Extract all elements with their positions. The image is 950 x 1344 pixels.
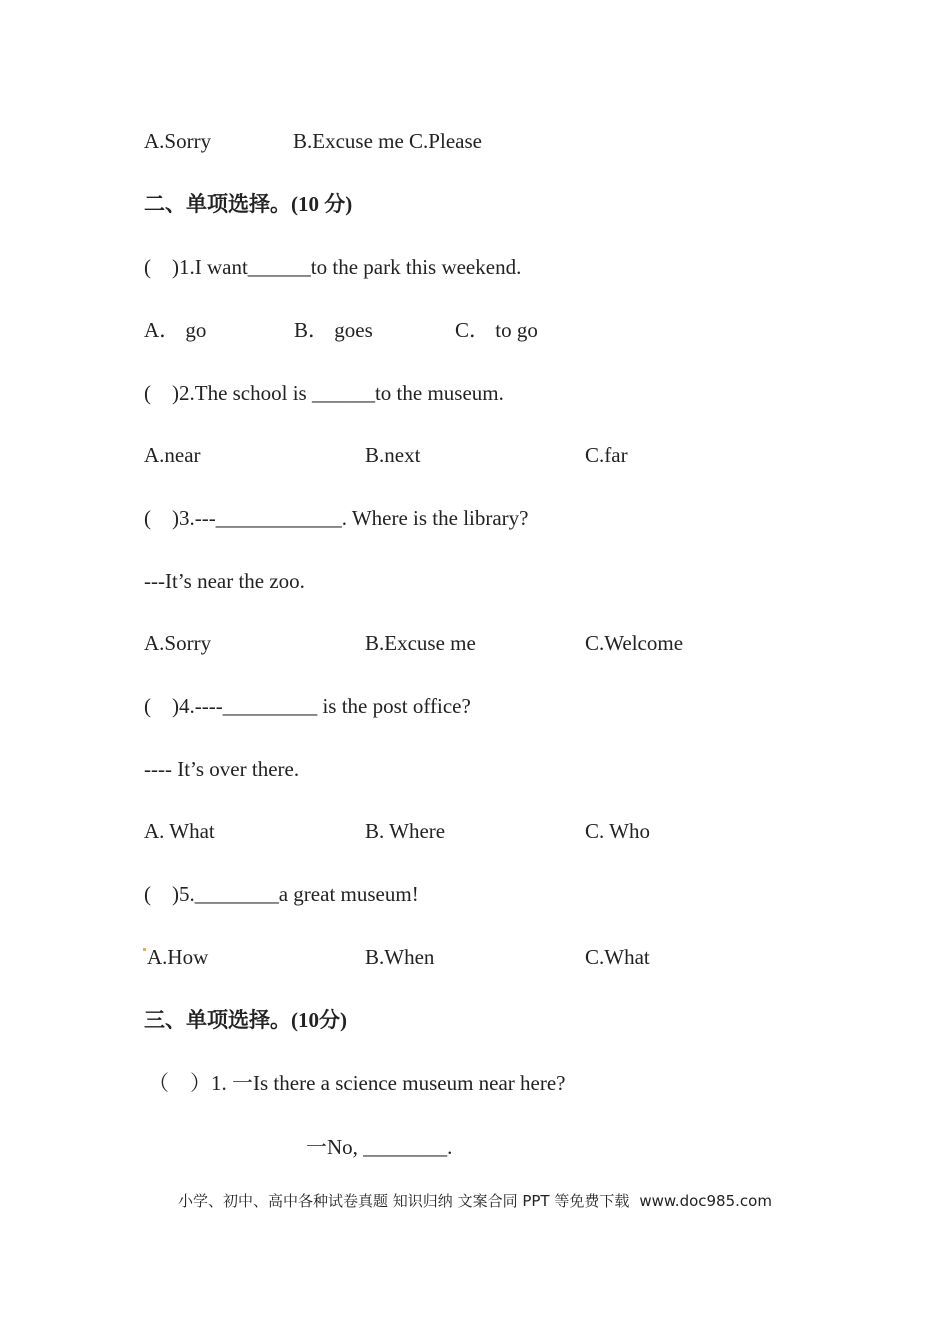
question-1-stem: ( )1.I want______to the park this weekend. xyxy=(144,255,522,279)
question-2-option-c: C.far xyxy=(585,443,628,467)
question-3-stem: ( )3.---____________. Where is the library? xyxy=(144,506,529,530)
section2-heading: 二、单项选择。(10 分) xyxy=(144,192,353,216)
footer-site-link[interactable]: www.doc985.com xyxy=(639,1192,772,1210)
stray-mark xyxy=(143,948,146,951)
question-4-option-c: C. Who xyxy=(585,819,650,843)
question-5-option-b: B.When xyxy=(365,945,435,969)
question-1-option-a: A． go xyxy=(144,318,207,342)
question-3-option-a: A.Sorry xyxy=(144,631,212,655)
question-1-option-c: C． to go xyxy=(455,318,538,342)
question-5-option-a: A.How xyxy=(147,945,209,969)
question-4-stem: ( )4.----_________ is the post office? xyxy=(144,694,471,718)
question-2-option-a: A.near xyxy=(144,443,201,467)
top-option-a: A.Sorry xyxy=(144,129,212,153)
question-2-stem: ( )2.The school is ______to the museum. xyxy=(144,381,504,405)
question-3-option-c: C.Welcome xyxy=(585,631,684,655)
question-3-option-b: B.Excuse me xyxy=(365,631,476,655)
question-1-option-b: B． goes xyxy=(294,318,373,342)
question-4-option-a: A. What xyxy=(144,819,215,843)
question-4-option-b: B. Where xyxy=(365,819,446,843)
question-3-answer: ---It’s near the zoo. xyxy=(144,569,305,593)
section3-question-1-answer: 一No, ________. xyxy=(306,1135,453,1159)
question-4-answer: ---- It’s over there. xyxy=(144,757,300,781)
section3-heading: 三、单项选择。(10分) xyxy=(144,1008,347,1032)
top-option-bc: B.Excuse me C.Please xyxy=(293,129,482,153)
section3-question-1-stem: （ ）1. 一Is there a science museum near here? xyxy=(148,1071,566,1095)
question-5-stem: ( )5.________a great museum! xyxy=(144,882,419,906)
footer-text: 小学、初中、高中各种试卷真题 知识归纳 文案合同 PPT 等免费下载 xyxy=(178,1192,630,1210)
page-footer xyxy=(0,1191,950,1211)
question-5-option-c: C.What xyxy=(585,945,650,969)
question-2-option-b: B.next xyxy=(365,443,421,467)
